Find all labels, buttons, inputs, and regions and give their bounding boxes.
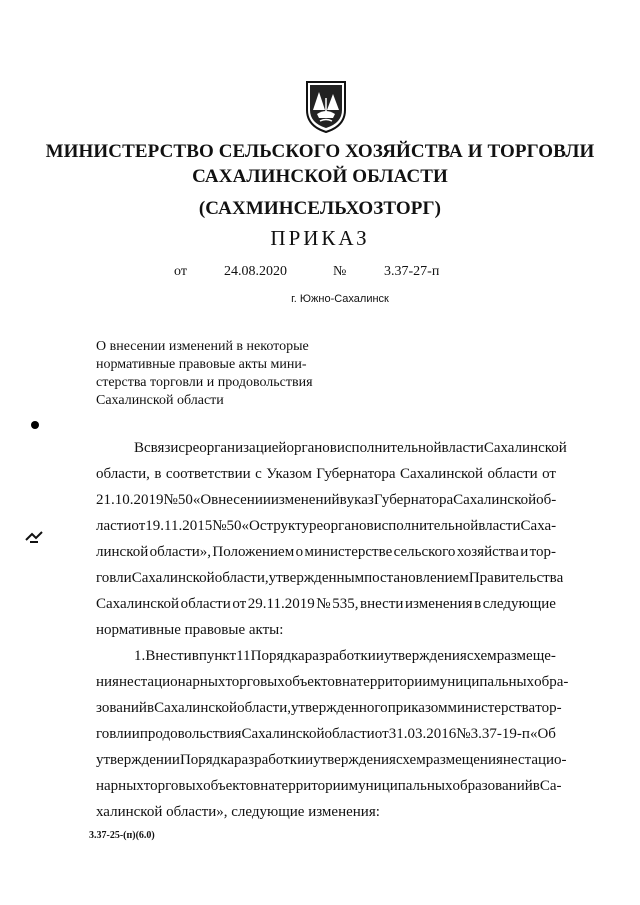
body-word: области, [237,700,291,716]
body-word: халинской [96,804,167,820]
body-word: образований [452,778,533,794]
body-word: Положением [212,544,295,560]
body-word: Указом [266,466,312,482]
body-word: муниципальных [348,778,453,794]
body-word: 535, [332,596,359,612]
body-line [96,591,556,617]
body-word: зований [96,700,147,716]
body-word: схем [466,648,497,664]
body-word: министерства [447,700,536,716]
body-word: Сахалинской [483,440,567,456]
body-word: в [191,648,199,664]
body-word: указ [346,492,374,508]
body-line [96,487,556,513]
body-word: тор- [529,544,556,560]
body-word: № [456,726,471,742]
body-word: министерстве [304,544,393,560]
body-word: хозяйства [456,544,519,560]
body-word: на [260,778,275,794]
document-number: 3.37-27-п [384,264,440,279]
coat-of-arms-emblem [303,80,349,134]
subject-line: стерства торговли и продовольствия [96,375,313,390]
subject-line: Сахалинской области [96,393,224,408]
document-body [96,435,569,825]
body-word: следующие [482,596,556,612]
body-word: Сахалинской [453,492,537,508]
body-word: пункт [198,648,237,664]
body-word: разработки [304,648,376,664]
body-word: торговых [143,778,204,794]
body-word: изменения [404,596,473,612]
body-word: Сахалинской [400,466,484,482]
body-word: «О [241,518,260,534]
body-word: размеще- [496,648,556,664]
body-line [96,695,562,721]
body-word: в [474,596,482,612]
body-word: исполнительной [336,440,442,456]
body-word: изменений [270,492,340,508]
body-word: линской [96,544,149,560]
body-word: соответствии [165,466,251,482]
body-word: торговых [225,674,285,690]
body-word: связи [144,440,179,456]
body-word: «Об [529,726,556,742]
body-word: органов [286,440,337,456]
body-word: об- [536,492,557,508]
body-word: и [305,752,314,768]
body-word: Сахалинской [96,596,180,612]
body-word: размещения [425,752,503,768]
body-word: Сахалинской [154,700,238,716]
body-word: в [154,466,162,482]
body-word: и [375,648,384,664]
body-word: власти [478,518,521,534]
body-word: № [212,518,227,534]
body-word: территории [356,674,431,690]
body-line [96,461,556,487]
document-type: ПРИКАЗ [270,226,370,250]
body-word: Са- [539,778,562,794]
body-word: области [324,726,375,742]
body-word: обра- [534,674,569,690]
body-word: продовольствия [139,726,242,742]
body-word: на [341,674,357,690]
body-word: с [178,440,186,456]
body-word: утвержденным [268,570,365,586]
body-line [96,669,569,695]
city: г. Южно-Сахалинск [291,293,389,305]
margin-dot [31,421,39,429]
body-word: внесении [211,492,271,508]
document-date: 24.08.2020 [224,264,287,279]
body-word: Внести [145,648,192,664]
body-word: о [295,544,304,560]
body-word: нестационарных [118,674,226,690]
body-word: от [232,596,247,612]
body-word: 21.10.2019 [96,492,164,508]
date-prefix: от [174,264,187,279]
margin-mark [24,530,44,546]
body-word: говли [96,726,132,742]
body-word: 50 [177,492,193,508]
body-word: в [532,778,540,794]
body-word: в [146,700,155,716]
body-word: с [255,466,262,482]
body-word: схем [395,752,426,768]
body-word: акты: [248,622,284,638]
body-word: объектов [284,674,342,690]
body-word: объектов [203,778,261,794]
body-word: говли [96,570,132,586]
body-word: В [134,440,145,456]
body-word: территории [274,778,349,794]
body-word: изменения: [308,804,380,820]
body-word: тор- [535,700,562,716]
body-word: нарных [96,778,144,794]
body-word: ласти [96,518,132,534]
body-word: 11 [236,648,251,664]
body-word: Сахалинской [131,570,215,586]
body-word: от [374,726,389,742]
body-word: утверждения [383,648,467,664]
body-word: 19.11.2015 [145,518,213,534]
body-word: 29.11.2019 [247,596,315,612]
body-line [96,799,556,825]
body-line [96,643,556,669]
body-line [96,565,564,591]
body-line [96,435,567,461]
body-word: Порядка [179,752,235,768]
body-word: Губернатора [373,492,454,508]
ministry-short-name: (САХМИНСЕЛЬХОЗТОРГ) [198,198,442,219]
body-word: власти [441,440,484,456]
body-word: органов [323,518,374,534]
body-line [96,721,556,747]
body-word: 3.37-19-п [470,726,530,742]
body-line [96,617,556,643]
body-word: утверждения [313,752,396,768]
body-word: области», [149,544,212,560]
body-word: области», [166,804,232,820]
body-word: утвержденного [290,700,388,716]
body-word: приказом [387,700,448,716]
body-word: 31.03.2016 [388,726,457,742]
body-word: области, [214,570,269,586]
body-word: № [163,492,178,508]
body-word: разработки [234,752,306,768]
body-word: структуре [259,518,324,534]
body-word: и [520,544,529,560]
ministry-name-line1: МИНИСТЕРСТВО СЕЛЬСКОГО ХОЗЯЙСТВА И ТОРГОВЛИ [45,141,595,162]
body-word: Порядка [250,648,305,664]
body-word: 1. [134,648,146,664]
body-word: от [542,466,556,482]
body-line [96,539,556,565]
body-word: 50 [226,518,242,534]
body-word: внести [360,596,404,612]
body-word: Правительства [468,570,564,586]
body-word: № [316,596,331,612]
subject-line: О внесении изменений в некоторые [96,339,309,354]
body-line [96,747,567,773]
body-word: исполнительной [373,518,479,534]
body-line [96,513,556,539]
document-subject [96,338,336,410]
body-word: реорганизацией [185,440,287,456]
body-word: утверждении [96,752,180,768]
subject-line: нормативные правовые акты мини- [96,357,307,372]
body-word: области [487,466,538,482]
body-word: от [131,518,146,534]
body-word: правовые [184,622,249,638]
body-word: в [339,492,347,508]
body-word: муниципальных [430,674,535,690]
body-word: области, [96,466,150,482]
body-word: Губернатора [316,466,396,482]
body-word: ния [96,674,119,690]
body-word: постановлением [364,570,469,586]
body-word: нестацио- [502,752,567,768]
body-word: сельского [393,544,456,560]
body-line [96,773,562,799]
body-word: нормативные [96,622,185,638]
body-word: «О [192,492,212,508]
body-word: области [180,596,231,612]
body-word: Саха- [520,518,557,534]
number-sign: № [333,264,347,279]
body-word: и [131,726,140,742]
ministry-name-line2: САХАЛИНСКОЙ ОБЛАСТИ [192,166,448,187]
body-word: следующие [231,804,309,820]
body-word: Сахалинской [241,726,325,742]
document-code: 3.37-25-(п)(6.0) [89,830,155,841]
